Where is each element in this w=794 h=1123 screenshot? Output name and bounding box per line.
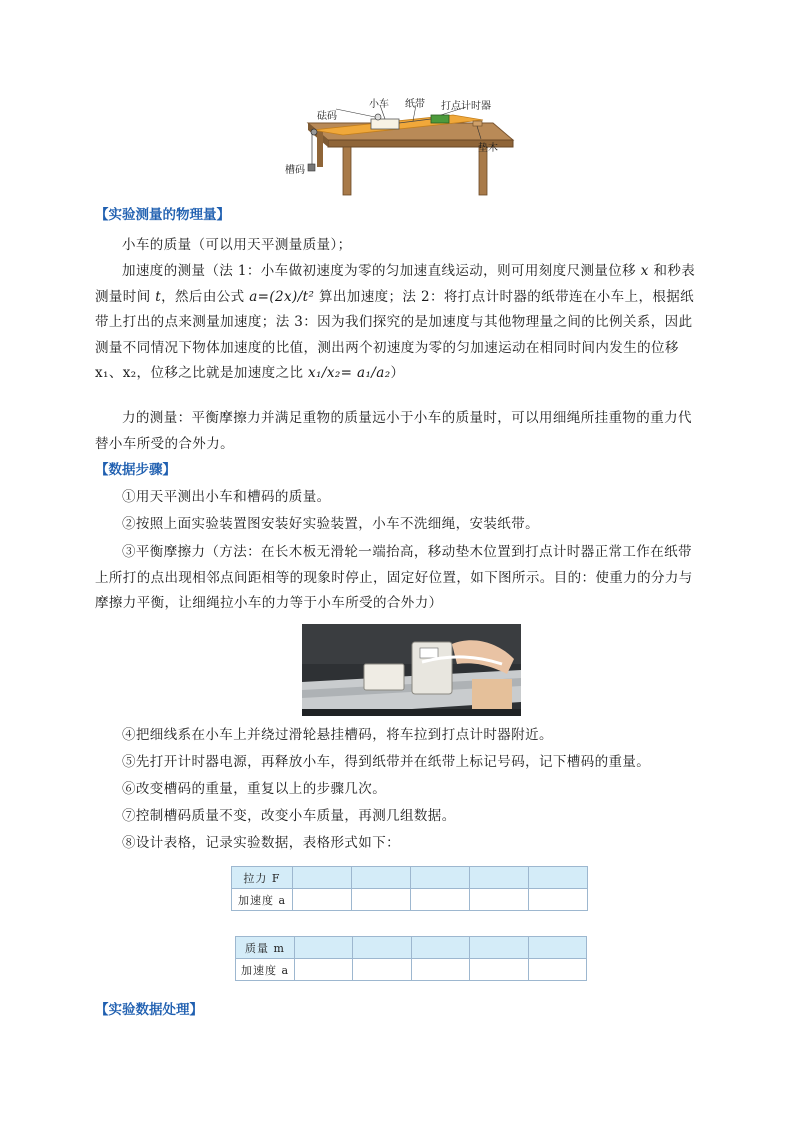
label-block: 垫木 — [478, 143, 498, 154]
label-cart: 小车 — [369, 99, 389, 110]
force-paragraph: 力的测量：平衡摩擦力并满足重物的质量远小于小车的质量时，可以用细绳所挂重物的重力代替小车所受的合外力。 — [95, 410, 692, 452]
table-row — [236, 937, 587, 959]
apparatus-diagram — [285, 95, 518, 200]
steps-heading: 【数据步骤】 — [95, 462, 176, 478]
table-row — [232, 889, 588, 911]
step-3: ③平衡摩擦力（方法：在长木板无滑轮一端抬高，移动垫木位置到打点计时器正常工作在纸带上所打的点出现相邻点间距相等的现象时停止，固定好位置，如下图所示。目的：使重力的分力与摩擦力平衡，让细绳拉小车的力等于小车所受的合外力） — [95, 544, 693, 611]
label-tape: 纸带 — [405, 99, 425, 110]
measure-heading: 【实验测量的物理量】 — [95, 207, 230, 223]
acceleration-paragraph: 加速度的测量（法 1：小车做初速度为零的匀加速直线运动，则可用刻度尺测量位移 x 和秒表测量时间 t，然后由公式 a=(2x)/t² 算出加速度；法 2：将打点计时器的纸带连在小车上，根据纸带上打出的点来测量加速度；法 3：因为我们探究的是加速度与其他物理量之间的比例关系，因此测量不同情况下物体加速度的比值，测出两个初速度为零的匀加速运动在相同时间内发生的位移 x₁、x₂，位移之比就是加速度之比 x₁/x₂= a₁/a₂） — [95, 263, 696, 381]
step-6: ⑥改变槽码的重量，重复以上的步骤几次。 — [122, 781, 387, 797]
label-hook: 槽码 — [285, 165, 305, 176]
table-label: 质量 m — [236, 937, 295, 959]
mass-acceleration-table — [235, 936, 587, 981]
step-5: ⑤先打开计时器电源，再释放小车，得到纸带并在纸带上标记号码，记下槽码的重量。 — [122, 754, 651, 770]
table-row — [236, 959, 587, 981]
label-timer: 打点计时器 — [441, 101, 491, 112]
processing-heading: 【实验数据处理】 — [95, 1002, 203, 1018]
label-weight: 砝码 — [317, 111, 337, 122]
step-8: ⑧设计表格，记录实验数据，表格形式如下： — [122, 835, 400, 851]
step-4: ④把细线系在小车上并绕过滑轮悬挂槽码，将车拉到打点计时器附近。 — [122, 727, 553, 743]
table-label: 加速度 a — [236, 959, 295, 981]
friction-photo — [302, 624, 521, 716]
table-row — [232, 867, 588, 889]
table-label: 加速度 a — [232, 889, 293, 911]
table-label: 拉力 F — [232, 867, 293, 889]
step-7: ⑦控制槽码质量不变，改变小车质量，再测几组数据。 — [122, 808, 456, 824]
force-acceleration-table — [231, 866, 588, 911]
mass-paragraph: 小车的质量（可以用天平测量质量）； — [122, 237, 352, 253]
step-2: ②按照上面实验装置图安装好实验装置，小车不洗细绳，安装纸带。 — [122, 516, 539, 532]
step-1: ①用天平测出小车和槽码的质量。 — [122, 489, 331, 505]
